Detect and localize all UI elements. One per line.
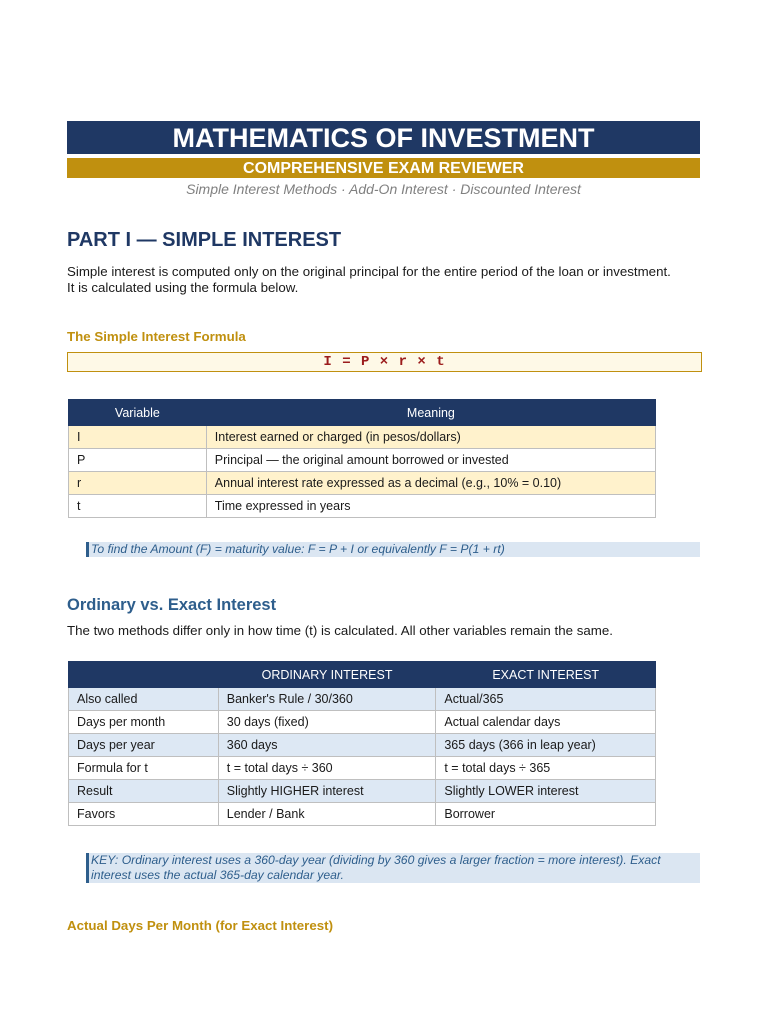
- table-row: [69, 734, 656, 757]
- header-ordinary: ORDINARY INTEREST: [218, 662, 436, 688]
- table-row: [69, 449, 656, 472]
- meaning-cell: Principal — the original amount borrowed or invested: [206, 449, 655, 472]
- header-blank: [69, 662, 219, 688]
- ordinary-cell: 30 days (fixed): [218, 711, 436, 734]
- document-title: MATHEMATICS OF INVESTMENT: [67, 121, 700, 154]
- amount-note: To find the Amount (F) = maturity value: F = P + I or equivalently F = P(1 + rt): [86, 542, 700, 557]
- exact-cell: t = total days ÷ 365: [436, 757, 656, 780]
- actual-days-heading: Actual Days Per Month (for Exact Interest): [67, 918, 333, 933]
- meaning-cell: Annual interest rate expressed as a decimal (e.g., 10% = 0.10): [206, 472, 655, 495]
- part1-intro-line1: Simple interest is computed only on the original principal for the entire period of the loan or investment.: [67, 264, 671, 279]
- exact-cell: 365 days (366 in leap year): [436, 734, 656, 757]
- table-row: [69, 780, 656, 803]
- variables-table: [68, 399, 656, 518]
- ordinary-vs-exact-table: [68, 661, 656, 826]
- ordinary-exact-intro: The two methods differ only in how time (t) is calculated. All other variables remain the same.: [67, 623, 613, 638]
- row-label: Also called: [69, 688, 219, 711]
- table-row: [69, 757, 656, 780]
- key-note: [86, 853, 700, 883]
- header-meaning: Meaning: [206, 400, 655, 426]
- variable-cell: P: [69, 449, 207, 472]
- row-label: Days per year: [69, 734, 219, 757]
- meaning-cell: Time expressed in years: [206, 495, 655, 518]
- exact-cell: Actual calendar days: [436, 711, 656, 734]
- exact-cell: Slightly LOWER interest: [436, 780, 656, 803]
- meaning-cell: Interest earned or charged (in pesos/dollars): [206, 426, 655, 449]
- part1-heading: PART I — SIMPLE INTEREST: [67, 229, 342, 251]
- row-label: Days per month: [69, 711, 219, 734]
- ordinary-exact-heading: Ordinary vs. Exact Interest: [67, 596, 277, 614]
- simple-interest-formula: I = P × r × t: [67, 352, 702, 372]
- variables-table-header: [69, 400, 656, 426]
- ordinary-cell: Banker's Rule / 30/360: [218, 688, 436, 711]
- key-note-line2: interest uses the actual 365-day calendar year.: [91, 868, 344, 882]
- table-row: [69, 472, 656, 495]
- part1-intro-line2: It is calculated using the formula below.: [67, 280, 299, 295]
- ordinary-cell: 360 days: [218, 734, 436, 757]
- table-row: [69, 495, 656, 518]
- header-variable: Variable: [69, 400, 207, 426]
- variable-cell: r: [69, 472, 207, 495]
- exact-cell: Actual/365: [436, 688, 656, 711]
- variable-cell: t: [69, 495, 207, 518]
- document-subtitle: COMPREHENSIVE EXAM REVIEWER: [67, 158, 700, 178]
- formula-heading: The Simple Interest Formula: [67, 329, 246, 344]
- document-tagline: Simple Interest Methods · Add-On Interest · Discounted Interest: [186, 181, 581, 197]
- row-label: Result: [69, 780, 219, 803]
- exact-cell: Borrower: [436, 803, 656, 826]
- ordinary-cell: Slightly HIGHER interest: [218, 780, 436, 803]
- table-row: [69, 803, 656, 826]
- header-exact: EXACT INTEREST: [436, 662, 656, 688]
- ordinary-cell: t = total days ÷ 360: [218, 757, 436, 780]
- table-row: [69, 426, 656, 449]
- table-row: [69, 711, 656, 734]
- key-note-line1: KEY: Ordinary interest uses a 360-day year (dividing by 360 gives a larger fraction = more interest). Exact: [91, 853, 661, 867]
- variable-cell: I: [69, 426, 207, 449]
- ordinary-cell: Lender / Bank: [218, 803, 436, 826]
- comparison-table-header: [69, 662, 656, 688]
- table-row: [69, 688, 656, 711]
- row-label: Formula for t: [69, 757, 219, 780]
- row-label: Favors: [69, 803, 219, 826]
